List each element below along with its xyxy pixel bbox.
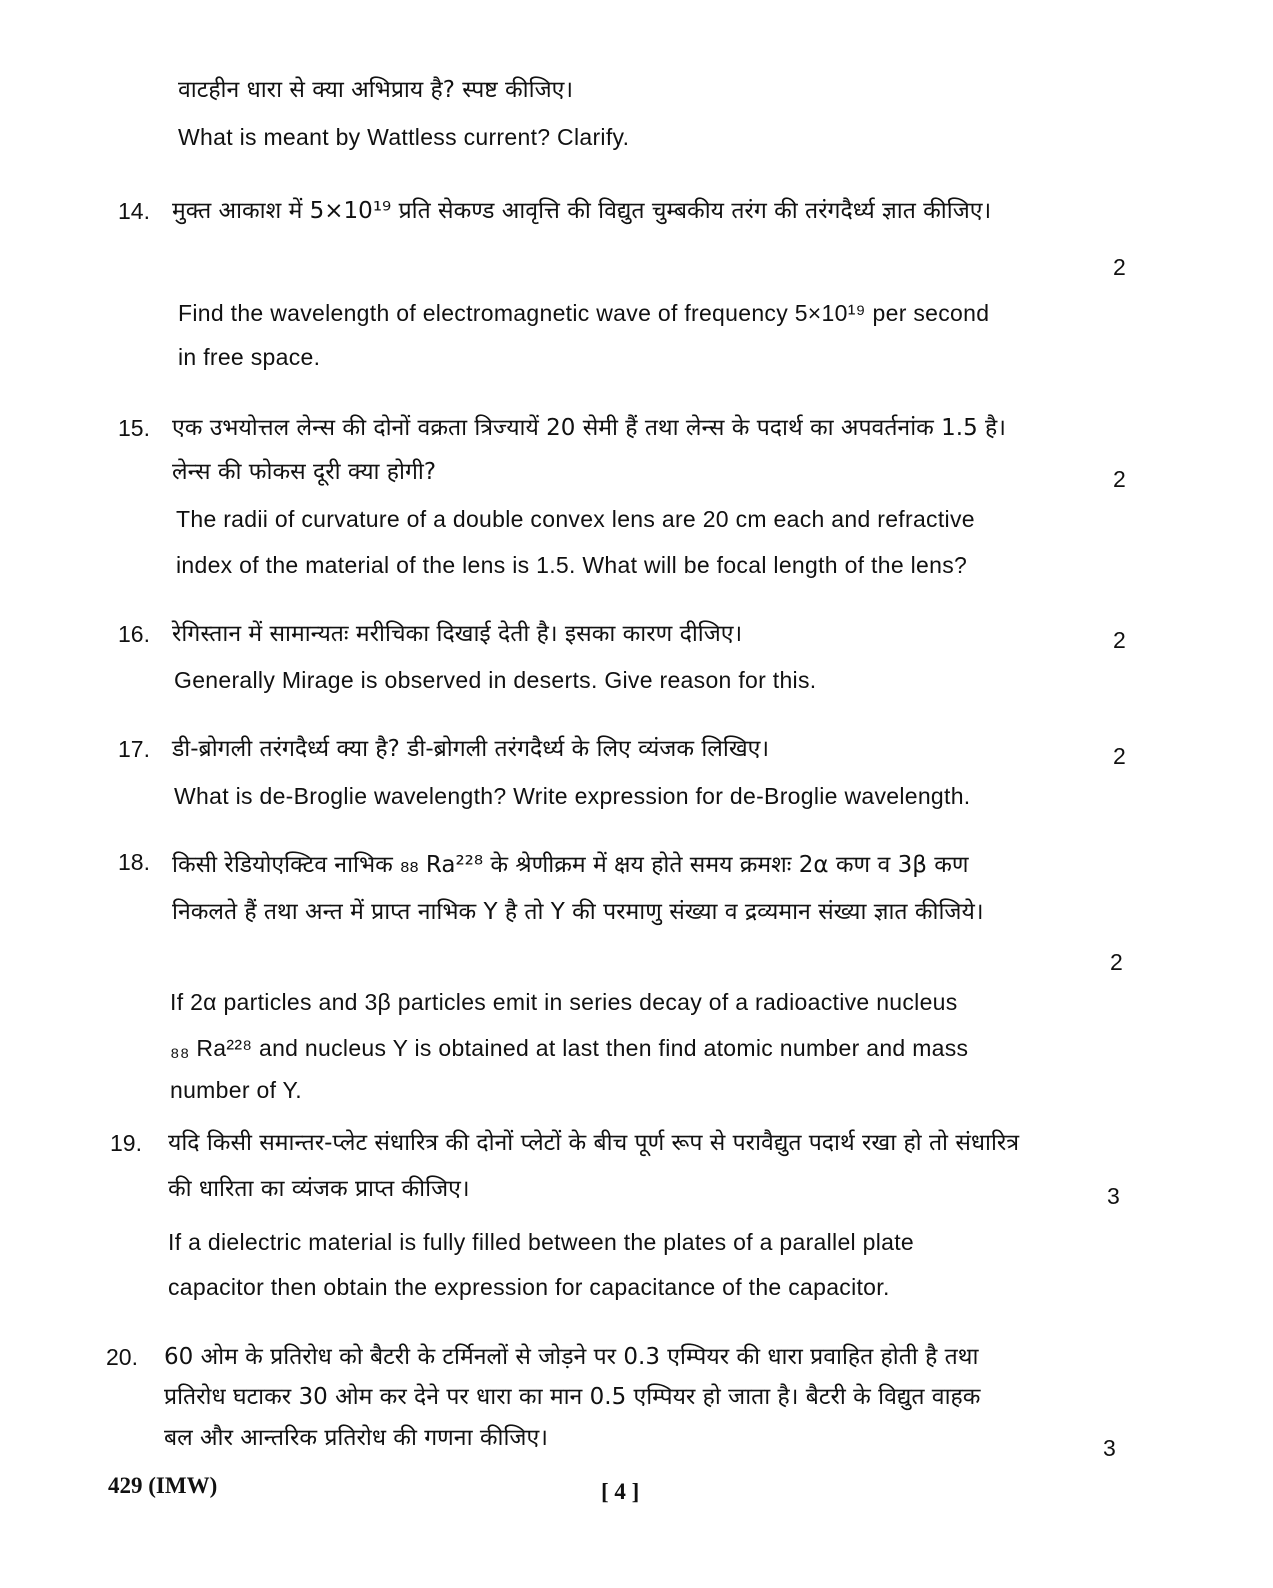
question-hindi-line: प्रतिरोध घटाकर 30 ओम कर देने पर धारा का मान 0.5 एम्पियर हो जाता है। बैटरी के विद्युत वाहक: [164, 1384, 981, 1410]
question-hindi-line: डी-ब्रोगली तरंगदैर्ध्य क्या है? डी-ब्रोगली तरंगदैर्ध्य के लिए व्यंजक लिखिए।: [172, 736, 770, 762]
question-hindi-line: एक उभयोत्तल लेन्स की दोनों वक्रता त्रिज्यायें 20 सेमी हैं तथा लेन्स के पदार्थ का अपवर्तनांक 1.5 है।: [172, 415, 1006, 441]
paper-code: 429 (IMW): [108, 1473, 218, 1498]
question-marks: 2: [1113, 627, 1126, 653]
question-hindi-line: की धारिता का व्यंजक प्राप्त कीजिए।: [168, 1176, 470, 1202]
question-number: 15.: [118, 415, 150, 441]
question-number: 16.: [118, 621, 150, 647]
question-marks: 2: [1113, 743, 1126, 769]
question-hindi-line: किसी रेडियोएक्टिव नाभिक ₈₈ Ra²²⁸ के श्रेणीक्रम में क्षय होते समय क्रमशः 2α कण व 3β कण: [172, 852, 969, 878]
question-english-line: What is de-Broglie wavelength? Write expression for de-Broglie wavelength.: [174, 783, 971, 809]
question-number: 20.: [106, 1344, 138, 1370]
question-english-line: ₈₈ Ra²²⁸ and nucleus Y is obtained at last then find atomic number and mass: [170, 1035, 969, 1061]
question-english-line: If 2α particles and 3β particles emit in series decay of a radioactive nucleus: [170, 989, 958, 1015]
question-hindi-line: बल और आन्तरिक प्रतिरोध की गणना कीजिए।: [164, 1425, 548, 1451]
question-hindi-line: लेन्स की फोकस दूरी क्या होगी?: [172, 459, 437, 485]
question-hindi-line: मुक्त आकाश में 5×10¹⁹ प्रति सेकण्ड आवृत्ति की विद्युत चुम्बकीय तरंग की तरंगदैर्ध्य ज्ञात कीजिए।: [172, 198, 992, 224]
question-number: 14.: [118, 198, 150, 224]
intro-hindi: वाटहीन धारा से क्या अभिप्राय है? स्पष्ट कीजिए।: [178, 77, 574, 103]
question-english-line: number of Y.: [170, 1077, 302, 1103]
intro-english: What is meant by Wattless current? Clarify.: [178, 124, 630, 150]
question-english-line: Generally Mirage is observed in deserts. Give reason for this.: [174, 667, 817, 693]
question-english-line: The radii of curvature of a double convex lens are 20 cm each and refractive: [176, 506, 975, 532]
question-english-line: index of the material of the lens is 1.5. What will be focal length of the lens?: [176, 552, 968, 578]
question-english-line: capacitor then obtain the expression for capacitance of the capacitor.: [168, 1274, 890, 1300]
question-english-line: If a dielectric material is fully filled between the plates of a parallel plate: [168, 1229, 915, 1255]
question-number: 18.: [118, 849, 150, 875]
question-hindi-line: रेगिस्तान में सामान्यतः मरीचिका दिखाई देती है। इसका कारण दीजिए।: [172, 621, 743, 647]
question-marks: 3: [1103, 1435, 1116, 1461]
question-marks: 2: [1113, 466, 1126, 492]
question-english-line: Find the wavelength of electromagnetic wave of frequency 5×10¹⁹ per second: [178, 300, 990, 326]
page-number: [ 4 ]: [601, 1479, 640, 1504]
question-hindi-line: 60 ओम के प्रतिरोध को बैटरी के टर्मिनलों से जोड़ने पर 0.3 एम्पियर की धारा प्रवाहित होती है तथा: [164, 1344, 979, 1370]
question-marks: 2: [1113, 254, 1126, 280]
question-hindi-line: निकलते हैं तथा अन्त में प्राप्त नाभिक Y है तो Y की परमाणु संख्या व द्रव्यमान संख्या ज्ञात कीजिये।: [172, 899, 984, 925]
question-english-line: in free space.: [178, 344, 321, 370]
question-marks: 2: [1110, 949, 1123, 975]
question-marks: 3: [1107, 1183, 1120, 1209]
question-hindi-line: यदि किसी समान्तर-प्लेट संधारित्र की दोनों प्लेटों के बीच पूर्ण रूप से परावैद्युत पदार्थ रखा हो तो संधारित्र: [168, 1130, 1020, 1156]
question-number: 19.: [110, 1130, 142, 1156]
question-number: 17.: [118, 736, 150, 762]
